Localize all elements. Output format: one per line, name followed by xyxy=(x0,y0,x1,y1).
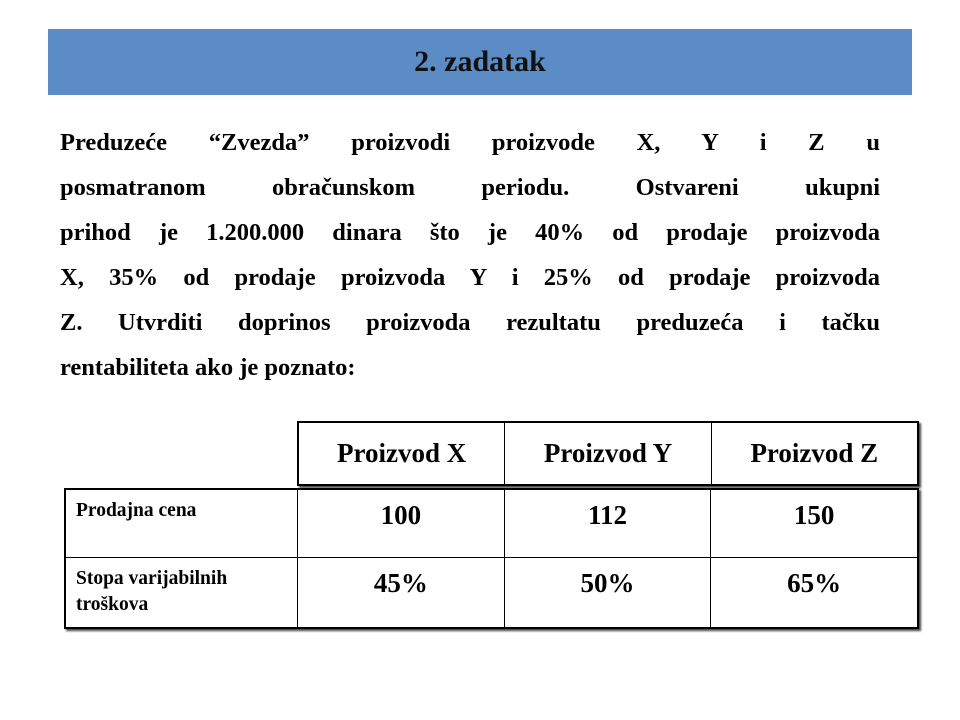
table-cell: 50% xyxy=(505,558,712,629)
table-cell: 100 xyxy=(298,490,505,557)
header-product-y: Proizvod Y xyxy=(504,423,710,484)
table-cell: 112 xyxy=(505,490,712,557)
header-product-z: Proizvod Z xyxy=(711,423,917,484)
table-cell: 45% xyxy=(298,558,505,629)
table-cell: 65% xyxy=(787,568,842,598)
task-paragraph xyxy=(60,120,880,390)
table-header xyxy=(297,421,919,486)
table-cell: 150 xyxy=(793,500,835,530)
paragraph-line: Z. Utvrditi doprinos proizvoda rezultatu preduzeća i tačku xyxy=(60,309,880,336)
table-row xyxy=(66,490,917,557)
data-table xyxy=(64,488,919,629)
paragraph-line: rentabiliteta ako je poznato: xyxy=(60,354,356,381)
header-product-x: Proizvod X xyxy=(337,438,467,468)
row-label-variable-cost-rate: Stopa varijabilnih troškova xyxy=(66,558,298,629)
paragraph-line: Preduzeće “Zvezda” proizvodi proizvode X, Y i Z u xyxy=(60,129,880,156)
table-row xyxy=(66,557,917,629)
slide-title: 2. zadatak xyxy=(414,45,546,78)
paragraph-line: posmatranom obračunskom periodu. Ostvareni ukupni xyxy=(60,174,880,201)
title-bar xyxy=(48,29,912,95)
paragraph-line: prihod je 1.200.000 dinara što je 40% od prodaje proizvoda xyxy=(60,219,880,246)
row-label-price: Prodajna cena xyxy=(66,490,298,557)
paragraph-line: X, 35% od prodaje proizvoda Y i 25% od prodaje proizvoda xyxy=(60,264,880,291)
